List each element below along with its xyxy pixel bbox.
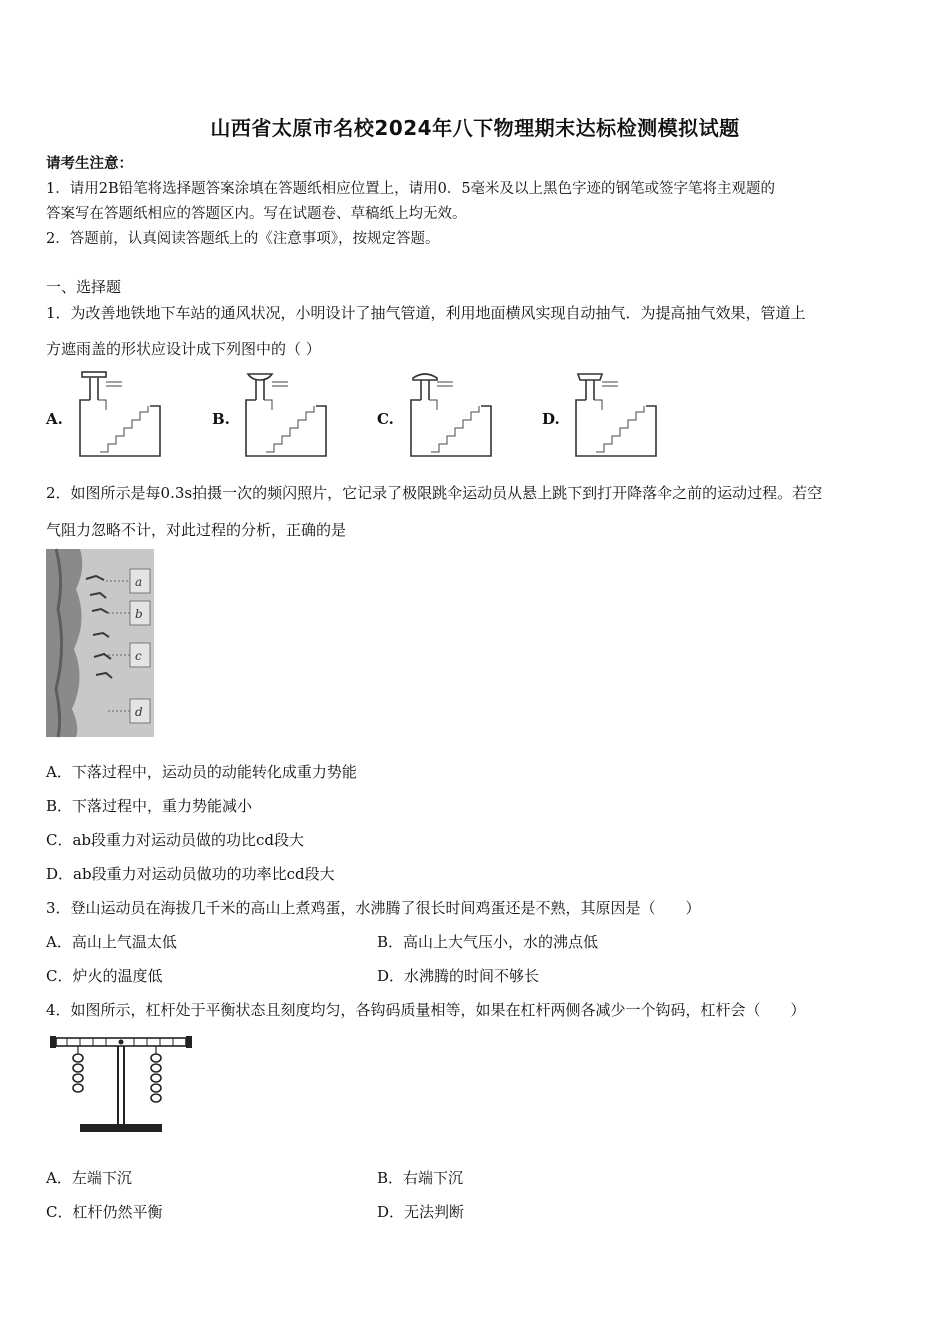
- q3-option-c[interactable]: C．炉火的温度低: [46, 967, 163, 985]
- photo-label-a: a: [135, 575, 143, 589]
- q1-figure-d: [572, 370, 662, 458]
- q1-figure-b: [242, 370, 332, 458]
- q4-option-c[interactable]: C．杠杆仍然平衡: [46, 1203, 163, 1221]
- q3-option-d[interactable]: D．水沸腾的时间不够长: [377, 967, 540, 985]
- q4-stem: 4．如图所示，杠杆处于平衡状态且刻度均匀，各钩码质量相等，如果在杠杆两侧各减少一个钩码，杠杆会（ ）: [46, 1001, 806, 1019]
- photo-label-b: b: [135, 607, 143, 621]
- q1-figure-a: [76, 370, 166, 458]
- photo-label-c: c: [135, 649, 142, 663]
- page-title: 山西省太原市名校2024年八下物理期末达标检测模拟试题: [210, 116, 740, 140]
- notice-line-2: 2．答题前，认真阅读答题纸上的《注意事项》，按规定答题。: [46, 231, 440, 247]
- q2-flash-photo: [46, 549, 154, 737]
- q3-option-b[interactable]: B．高山上大气压小，水的沸点低: [377, 933, 599, 951]
- notice-line-1b: 答案写在答题纸相应的答题区内。写在试题卷、草稿纸上均无效。: [46, 206, 467, 222]
- q2-stem-line1: 2．如图所示是每0.3s拍摄一次的频闪照片，它记录了极限跳伞运动员从悬上跳下到打开降落伞之前的运动过程。若空: [46, 484, 823, 502]
- photo-label-d: d: [135, 705, 143, 719]
- q1-figure-c: [407, 370, 497, 458]
- q2-option-c[interactable]: C．ab段重力对运动员做的功比cd段大: [46, 831, 305, 849]
- notice-heading: 请考生注意：: [46, 155, 133, 172]
- q2-option-d[interactable]: D．ab段重力对运动员做功的功率比cd段大: [46, 865, 335, 883]
- q4-option-d[interactable]: D．无法判断: [377, 1203, 465, 1221]
- q4-lever-figure: [48, 1032, 196, 1140]
- q1-stem-line1: 1．为改善地铁地下车站的通风状况，小明设计了抽气管道，利用地面横风实现自动抽气．为提高抽气效果，管道上: [46, 304, 806, 322]
- notice-line-1a: 1．请用2B铅笔将选择题答案涂填在答题纸相应位置上，请用0．5毫米及以上黑色字迹的钢笔或签字笔将主观题的: [46, 181, 776, 197]
- q1-stem-line2: 方遮雨盖的形状应设计成下列图中的（ ）: [46, 340, 321, 358]
- q3-option-a[interactable]: A．高山上气温太低: [46, 933, 177, 951]
- q2-stem-line2: 气阻力忽略不计，对此过程的分析，正确的是: [46, 521, 347, 539]
- q4-option-a[interactable]: A．左端下沉: [46, 1169, 132, 1187]
- q1-option-b-label[interactable]: B.: [212, 410, 230, 428]
- q3-stem: 3．登山运动员在海拔几千米的高山上煮鸡蛋，水沸腾了很长时间鸡蛋还是不熟，其原因是（ ）: [46, 899, 701, 917]
- q1-option-a-label[interactable]: A.: [46, 410, 63, 428]
- q2-option-b[interactable]: B．下落过程中，重力势能减小: [46, 797, 253, 815]
- q1-option-c-label[interactable]: C.: [377, 410, 394, 428]
- q2-option-a[interactable]: A．下落过程中，运动员的动能转化成重力势能: [46, 763, 357, 781]
- q1-option-d-label[interactable]: D.: [542, 410, 560, 428]
- section-heading: 一、选择题: [46, 278, 122, 296]
- q4-option-b[interactable]: B．右端下沉: [377, 1169, 464, 1187]
